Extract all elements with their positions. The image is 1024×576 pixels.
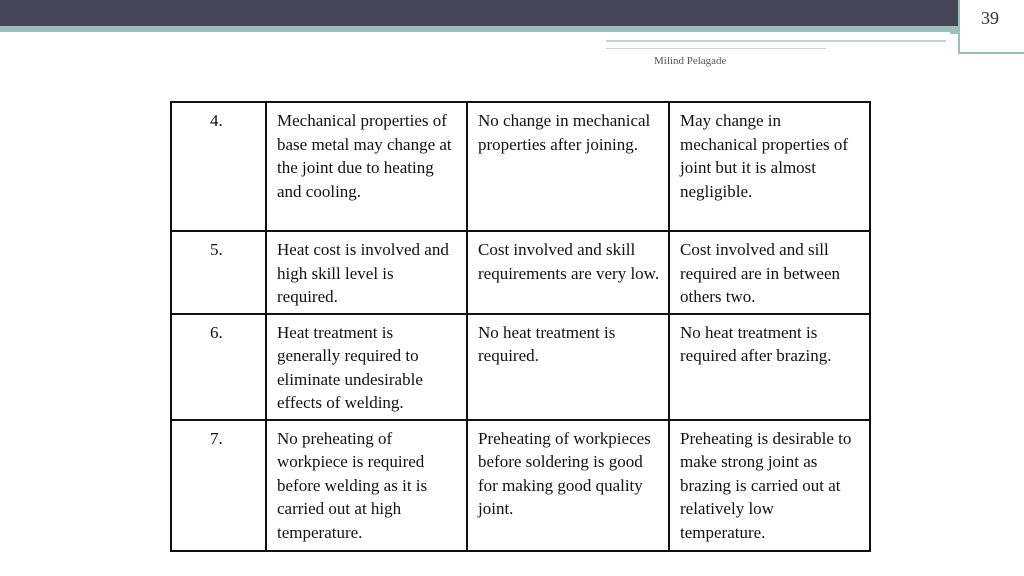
row-number: 5. xyxy=(171,231,266,314)
row-number: 7. xyxy=(171,420,266,551)
slide-header-band xyxy=(0,0,1024,26)
table-cell: Cost involved and skill requirements are very low. xyxy=(467,231,669,314)
table-row xyxy=(171,314,870,420)
table-cell: No change in mechanical properties after joining. xyxy=(467,102,669,231)
table-cell: May change in mechanical properties of joint but it is almost negligible. xyxy=(669,102,870,231)
table-cell: No preheating of workpiece is required before welding as it is carried out at high temperature. xyxy=(266,420,467,551)
table-cell: Heat treatment is generally required to eliminate undesirable effects of welding. xyxy=(266,314,467,420)
author-name: Milind Pelagade xyxy=(654,55,727,67)
table-cell: Cost involved and sill required are in between others two. xyxy=(669,231,870,314)
table-cell: No heat treatment is required. xyxy=(467,314,669,420)
comparison-table xyxy=(170,101,871,552)
table-cell: Heat cost is involved and high skill level is required. xyxy=(266,231,467,314)
slide-number: 39 xyxy=(981,8,999,28)
table-cell: Preheating is desirable to make strong joint as brazing is carried out at relatively low temperature. xyxy=(669,420,870,551)
table-row xyxy=(171,102,870,231)
table-cell: Mechanical properties of base metal may change at the joint due to heating and cooling. xyxy=(266,102,467,231)
table-row xyxy=(171,231,870,314)
decorative-line xyxy=(606,48,826,49)
header-divider xyxy=(0,32,950,35)
table-cell: No heat treatment is required after brazing. xyxy=(669,314,870,420)
row-number: 4. xyxy=(171,102,266,231)
row-number: 6. xyxy=(171,314,266,420)
table-row xyxy=(171,420,870,551)
table-cell: Preheating of workpieces before soldering is good for making good quality joint. xyxy=(467,420,669,551)
decorative-line xyxy=(606,40,946,42)
